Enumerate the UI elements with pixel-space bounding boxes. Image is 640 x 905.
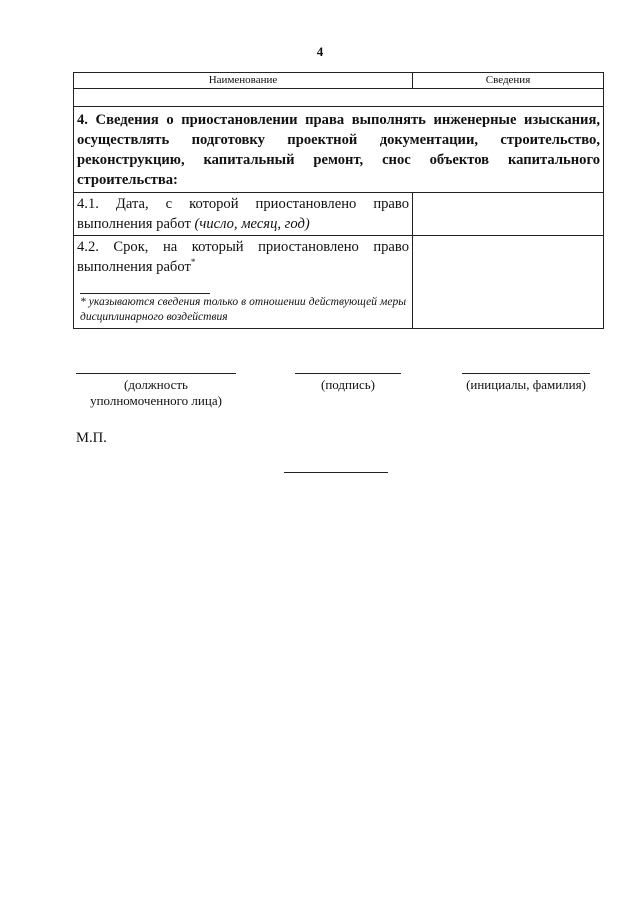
row-4-2-name xyxy=(74,236,413,329)
information-table xyxy=(73,72,604,329)
footnote-text: * указываются сведения только в отношении действующей меры дисциплинарного воздействия xyxy=(80,296,406,323)
row-4-1-name xyxy=(74,193,413,236)
name-line xyxy=(462,373,590,374)
row-4-1-value xyxy=(413,193,604,236)
row-4-2-text: 4.2. Срок, на который приостановлено право выполнения работ xyxy=(77,239,409,275)
empty-row xyxy=(74,89,604,107)
table-header-row xyxy=(74,73,604,89)
row-4-2-value xyxy=(413,236,604,329)
table-row-4-1 xyxy=(74,193,604,236)
section-title: 4. Сведения о приостановлении права выполнять инженерные изыскания, осуществлять подготовку проектной документации, строительство, реконструкцию, капитальный ремонт, снос объектов капитального строительства: xyxy=(74,107,604,193)
signature-sign xyxy=(295,373,401,393)
signature-label: (подпись) xyxy=(321,377,375,392)
header-info: Сведения xyxy=(413,73,604,89)
position-line xyxy=(76,373,236,374)
footnote-divider xyxy=(80,293,210,294)
section-title-row xyxy=(74,107,604,193)
header-name: Наименование xyxy=(74,73,413,89)
end-divider xyxy=(284,472,388,473)
row-4-1-format-hint: (число, месяц, год) xyxy=(194,216,310,232)
row-4-1-text: 4.1. Дата, с которой приостановлено право выполнения работ xyxy=(77,196,409,232)
stamp-place-label: М.П. xyxy=(76,430,107,446)
signature-line xyxy=(295,373,401,374)
footnote-mark: * xyxy=(190,257,196,268)
position-label: (должность уполномоченного лица) xyxy=(90,377,222,408)
signature-name xyxy=(462,373,590,393)
signature-position xyxy=(76,373,236,409)
table-row-4-2 xyxy=(74,236,604,329)
name-label: (инициалы, фамилия) xyxy=(466,377,586,392)
page-number: 4 xyxy=(316,44,324,59)
